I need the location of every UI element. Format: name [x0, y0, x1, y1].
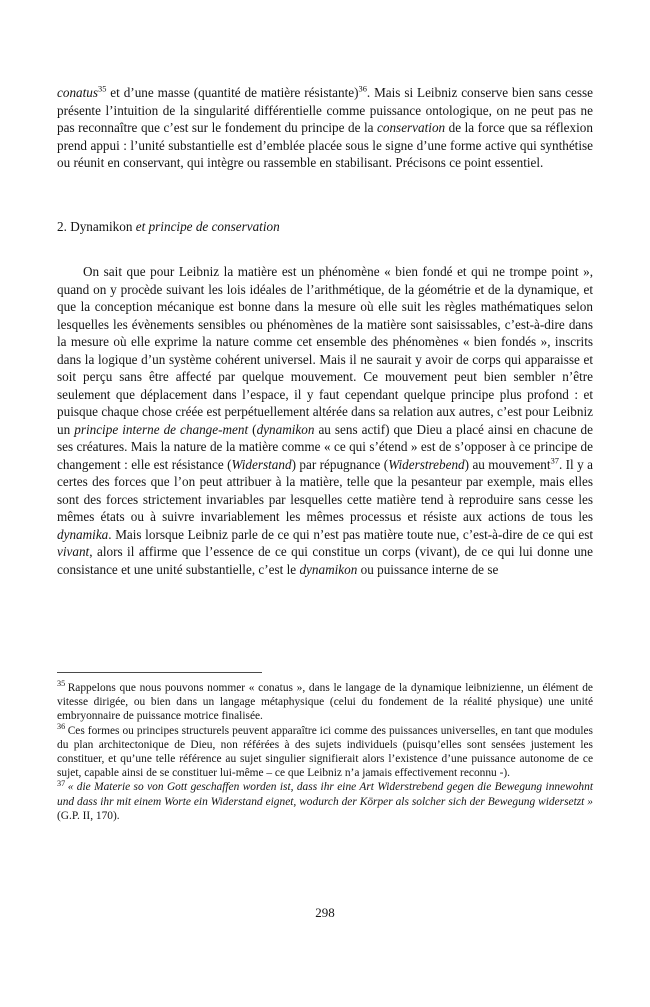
section-heading-number: 2. Dynamikon — [57, 218, 136, 234]
footnote-35 — [57, 681, 593, 724]
paragraph-2-segment-10: . Il y a certes des forces que l’on peut attribuer à la matière, telle que la pesanteur par exemple, mais elles sont des forces strictement invariables par lesquelles cette matière tend à reproduire sans cesse les mêmes états ou à suivre invariablement les mêmes processus et résiste aux actions de tous les — [57, 456, 593, 524]
term-widerstrebend: Widerstrebend — [388, 456, 465, 472]
footnote-reference-36[interactable]: 36 — [358, 84, 367, 94]
footnote-37-reference: (G.P. II, 170). — [57, 809, 120, 822]
footnote-separator-rule — [57, 672, 262, 673]
paragraph-2-segment-12: . Mais lorsque Leibniz parle de ce qui n’est pas matière toute nue, c’est-à-dire de ce qui est — [108, 526, 593, 542]
spacer-below-heading — [57, 235, 593, 263]
paragraph-1-segment-3: . Mais si Leibniz conserve bien sans cesse présente l’intuition de la singularité différentielle comme puissance ontologique, on ne peut pas ne pas reconnaître que c’est sur le fondement du principe de la — [57, 85, 593, 135]
page-content — [57, 84, 593, 578]
footnote-37-mark: 37 — [57, 778, 66, 788]
footnote-35-mark: 35 — [57, 679, 66, 689]
spacer-above-heading — [57, 172, 593, 218]
term-dynamikon: dynamikon — [299, 561, 358, 577]
footnote-36-text: Ces formes ou principes structurels peuvent apparaître ici comme des puissances universelles, en tant que modules du plan architectonique de Dieu, non référées à des sujets individuels (puisqu’elles sont sensées justement les constituer, et qu’une telle référence au sujet singulier signifierait alors l’existence d’une puissance autonome de ce sujet, capable ainsi de se constituer lui-même – ce que Leibniz n’a jamais effectivement reconnu -). — [57, 724, 593, 780]
paragraph-2-segment-14: , alors il affirme que l’essence de ce qui constitue un corps (vivant), de ce qui lui donne une consistance et une unité substantielle, c’est le — [57, 544, 593, 577]
page-number: 298 — [315, 905, 335, 920]
paragraph-2-segment-9: ) au mouvement — [464, 456, 551, 472]
footnote-36 — [57, 721, 593, 781]
section-heading — [57, 218, 593, 236]
term-conatus: conatus — [57, 85, 99, 100]
term-vivant: vivant — [57, 544, 90, 559]
term-widerstand: Widerstand — [231, 456, 292, 472]
term-dynamika: dynamika — [57, 526, 109, 542]
footnote-block — [57, 672, 593, 823]
paragraph-2-segment-5: au sens actif) que Dieu a placé ainsi en chacune de ses créatures. Mais la nature de la matière comme « ce qui s’étend » est de s’opposer à ce principe de changement : elle est résistance ( — [57, 421, 593, 472]
footnote-37 — [57, 780, 593, 823]
body-paragraph-2 — [57, 263, 593, 578]
body-paragraph-1 — [57, 84, 593, 172]
footnote-35-text: Rappelons que nous pouvons nommer « conatus », dans le langage de la dynamique leibnizienne, un élément de vitesse dirigée, ou bien dans un langage métaphysique (celui du fondement de la réalité physique) une unité embryonnaire de puissance motrice finalisée. — [57, 682, 593, 723]
paragraph-2-segment-16: ou puissance interne de se — [357, 561, 499, 577]
paragraph-2-segment-7: ) par répugnance ( — [291, 456, 389, 472]
section-heading-title: et principe de conservation — [135, 218, 280, 234]
footnote-37-quote: « die Materie so von Gott geschaffen worden ist, dass ihr eine Art Widerstrebend gegen die Bewegung innewohnt und dass ihr mit einem Worte ein Widerstand eignet, wodurch der Körper als solcher sich der Bewegung widersetzt » — [57, 781, 593, 808]
paragraph-2-segment-1: On sait que pour Leibniz la matière est un phénomène « bien fondé et qui ne trompe point », quand on y procède suivant les lois idéales de l’arithmétique, de la géométrie et de la dynamique, et que la conception mécanique est bonne dans la mesure où elle suit les règles mathématiques selon lesquelles les évènements sensibles ou phénomènes de la matière sont saisissables, c’est-à-dire dans la mesure où elle exprime la nature comme cet ensemble des phénomènes « bien fondés », inscrits dans la logique d’un système cohérent universel. Mais il ne saurait y avoir de corps qui apparaisse et soit perçu sans être affecté par quelque mouvement. Ce mouvement peut bien sembler n’être seulement que déplacement dans l’espace, il y faut cependant quelque principe plus profond : et puisque chaque chose créée est perpétuellement altérée dans sa relation aux autres, c’est pour Leibniz un — [57, 264, 593, 437]
paragraph-2-segment-3: ( — [248, 421, 257, 437]
term-conservation: conservation — [377, 120, 446, 135]
footnote-reference-37[interactable]: 37 — [550, 456, 559, 466]
paragraph-1-segment-5: de la force que sa réflexion prend appui : l’unité substantielle est d’emblée placée sous le signe d’une forme active qui synthétise ou réunit en conservant, qui intègre ou rassemble en stabilisant. Précisons ce point essentiel. — [57, 120, 593, 170]
footnote-36-mark: 36 — [57, 721, 66, 731]
term-dynamikon-actif: dynamikon — [256, 421, 315, 437]
footnote-reference-35[interactable]: 35 — [98, 84, 107, 94]
term-principe-interne-de-changement: principe interne de change-ment — [74, 421, 249, 437]
paragraph-1-segment-2: et d’une masse (quantité de matière résistante) — [106, 85, 359, 100]
